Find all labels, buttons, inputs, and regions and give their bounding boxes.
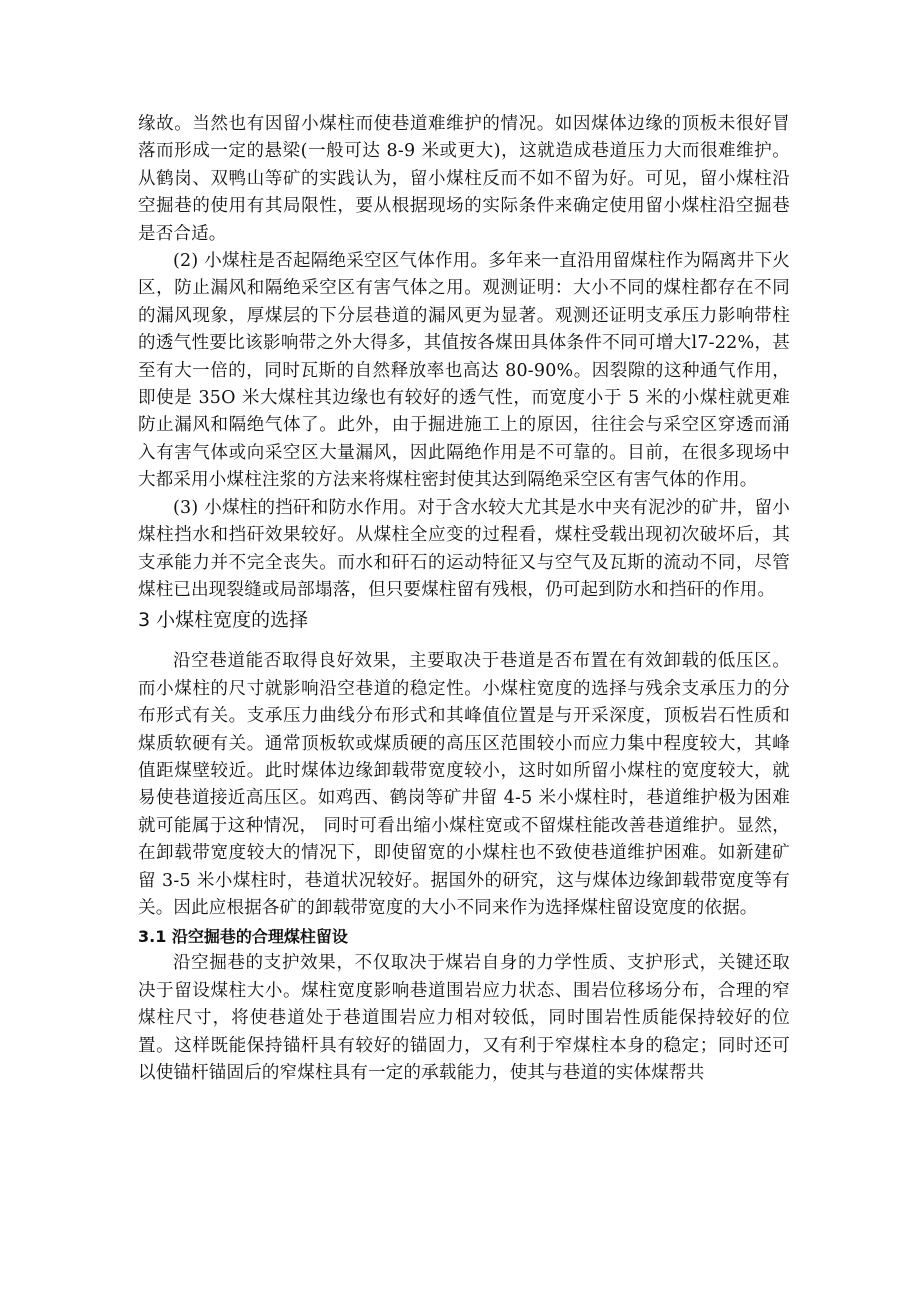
- subsection-heading-3-1: 3.1 沿空掘巷的合理煤柱留设: [138, 927, 348, 947]
- paragraph-item-3: (3) 小煤柱的挡矸和防水作用。对于含水较大尤其是水中夹有泥沙的矿井，留小煤柱挡水和挡矸效果较好。从煤柱全应变的过程看，煤柱受载出现初次破坏后，其支承能力并不完全丧失。而水和矸石的运动特征又与空气及瓦斯的流动不同，尽管煤柱已出现裂缝或局部塌落，但只要煤柱留有残根，仍可起到防水和挡矸的作用。: [138, 497, 790, 600]
- paragraph-item-2: (2) 小煤柱是否起隔绝采空区气体作用。多年来一直沿用留煤柱作为隔离井下火区，防止漏风和隔绝采空区有害气体之用。观测证明：大小不同的煤柱都存在不同的漏风现象，厚煤层的下分层巷道的漏风更为显著。观测还证明支承压力影响带柱的透气性要比该影响带之外大得多，其值按各煤田具体条件不同可增大l7-22%，甚至有大一倍的，同时瓦斯的自然释放率也高达 80-90%。因裂隙的这种通气作用，即使是 35O 米大煤柱其边缘也有较好的透气性，而宽度小于 5 米的小煤柱就更难防止漏风和隔绝气体了。此外，由于掘进施工上的原因，往往会与采空区穿透而涌入有害气体或向采空区大量漏风，因此隔绝作用是不可靠的。目前，在很多现场中大都采用小煤柱注浆的方法来将煤柱密封使其达到隔绝采空区有害气体的作用。: [138, 251, 790, 491]
- section-heading-3: 3 小煤柱宽度的选择: [138, 609, 309, 632]
- paragraph-continuation: 缘故。当然也有因留小煤柱而使巷道难维护的情况。如因煤体边缘的顶板未很好冒落而形成一定的悬梁(一般可达 8-9 米或更大)，这就造成巷道压力大而很难维护。从鹤岗、双鸭山等矿的实践认为，留小煤柱反而不如不留为好。可见，留小煤柱沿空掘巷的使用有其局限性，要从根据现场的实际条件来确定使用留小煤柱沿空掘巷是否合适。: [138, 114, 790, 244]
- document-body: [138, 111, 790, 1087]
- paragraph-section-3: 沿空巷道能否取得良好效果，主要取决于巷道是否布置在有效卸载的低压区。而小煤柱的尺寸就影响沿空巷道的稳定性。小煤柱宽度的选择与残余支承压力的分布形式有关。支承压力曲线分布形式和其峰值位置是与开采深度，顶板岩石性质和煤质软硬有关。通常顶板软或煤质硬的高压区范围较小而应力集中程度较大，其峰值距煤壁较近。此时煤体边缘卸载带宽度较小，这时如所留小煤柱的宽度较大，就易使巷道接近高压区。如鸡西、鹤岗等矿井留 4-5 米小煤柱时，巷道维护极为困难就可能属于这种情况， 同时可看出缩小煤柱宽或不留煤柱能改善巷道维护。显然，在卸载带宽度较大的情况下，即使留宽的小煤柱也不致使巷道维护困难。如新建矿留 3-5 米小煤柱时，巷道状况较好。据国外的研究，这与煤体边缘卸载带宽度等有关。因此应根据各矿的卸载带宽度的大小不同来作为选择煤柱留设宽度的依据。: [138, 651, 790, 918]
- paragraph-section-3-1: 沿空掘巷的支护效果，不仅取决于煤岩自身的力学性质、支护形式，关键还取决于留设煤柱大小。煤柱宽度影响巷道围岩应力状态、围岩位移场分布，合理的窄煤柱尺寸，将使巷道处于巷道围岩应力相对较低，同时围岩性质能保持较好的位置。这样既能保持锚杆具有较好的锚固力，又有利于窄煤柱本身的稳定；同时还可以使锚杆锚固后的窄煤柱具有一定的承载能力，使其与巷道的实体煤帮共: [138, 953, 790, 1083]
